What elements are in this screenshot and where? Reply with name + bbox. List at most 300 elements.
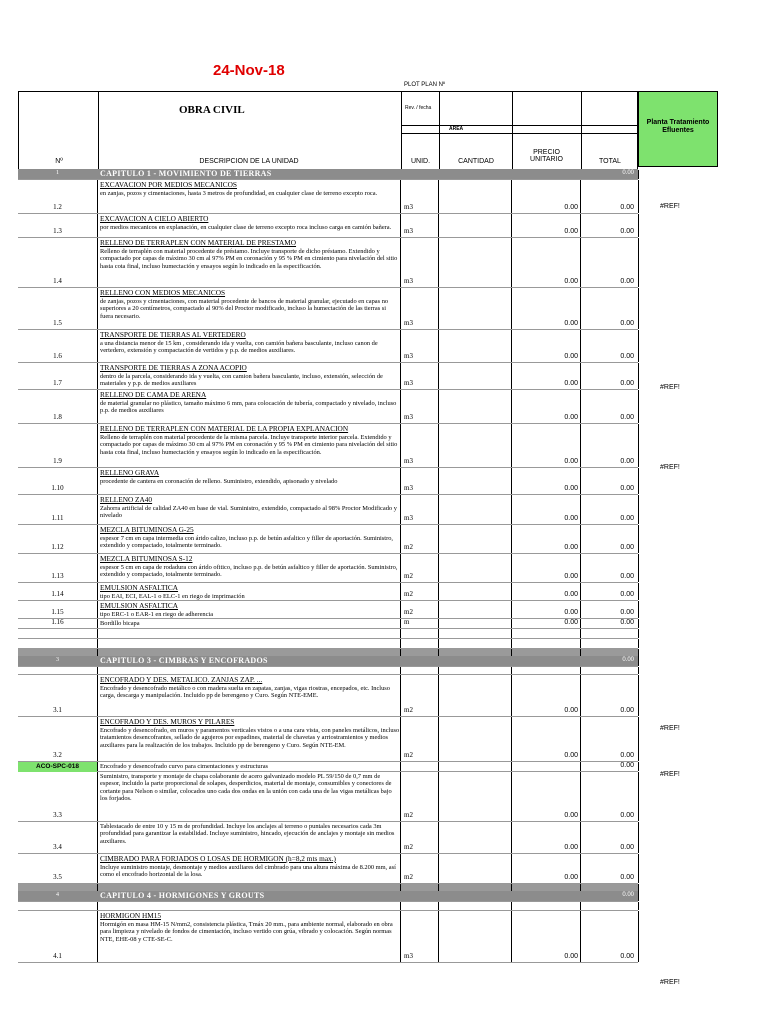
cell-divider xyxy=(97,822,98,853)
cell-divider xyxy=(438,424,439,467)
table-row xyxy=(18,601,638,619)
item-total: 0.00 xyxy=(620,380,634,387)
cell-divider xyxy=(400,762,401,771)
cell-divider xyxy=(400,238,401,287)
item-number: 1.16 xyxy=(51,618,64,626)
cell-divider xyxy=(438,822,439,853)
cell-divider xyxy=(400,902,401,910)
cell-divider xyxy=(400,180,401,213)
cell-divider xyxy=(400,330,401,362)
cell-divider xyxy=(511,639,512,648)
item-price: 0.00 xyxy=(564,278,578,285)
ref-error: #REF! xyxy=(660,384,680,391)
cell-divider xyxy=(438,363,439,389)
item-heading: HORMIGON HM15 xyxy=(100,911,162,920)
plant-label: Planta Tratamiento Efluentes xyxy=(646,119,710,134)
cell-divider xyxy=(438,772,439,821)
item-number: 1.3 xyxy=(53,227,62,235)
cell-divider xyxy=(438,717,439,761)
cell-divider xyxy=(638,170,639,179)
item-text: Suministro, transporte y montaje de chapa colaborante de acero galvanizado modelo PL 59/150 de 0,7 mm de espesor, incluido la parte proporcional de solapes, desperdicios, material de montaje, consumibles y conectores de cortante para Nelson o similar, colocados uno cada dos ondas en la unión con cada una de las vigas metálicas bajo los forjados. xyxy=(100,773,392,803)
cell-divider xyxy=(580,424,581,467)
cell-divider xyxy=(638,554,639,582)
item-total: 0.00 xyxy=(620,762,634,769)
plot-plan-label: PLOT PLAN Nº xyxy=(404,82,446,88)
item-price: 0.00 xyxy=(564,707,578,714)
cell-divider xyxy=(580,390,581,423)
cell-divider xyxy=(400,424,401,467)
chapter-number: 1 xyxy=(56,170,59,176)
item-text: Encofrado y desencofrado curvo para cimentaciones y estructuras xyxy=(100,763,269,770)
item-description xyxy=(100,469,400,485)
item-heading: MEZCLA BITUMINOSA G-25 xyxy=(100,525,194,534)
cell-divider xyxy=(97,238,98,287)
item-total: 0.00 xyxy=(620,573,634,580)
table-row xyxy=(18,525,638,554)
item-heading: TRANSPORTE DE TIERRAS AL VERTEDERO xyxy=(100,330,246,339)
cell-divider xyxy=(400,363,401,389)
table-row xyxy=(18,772,638,822)
cell-divider xyxy=(438,495,439,524)
item-number: 3.4 xyxy=(53,843,62,851)
item-unit: m3 xyxy=(404,227,413,235)
item-price: 0.00 xyxy=(564,573,578,580)
item-total: 0.00 xyxy=(620,619,634,626)
table-row xyxy=(18,468,638,495)
table-row xyxy=(18,854,638,884)
col-precio-header: PRECIO UNITARIO xyxy=(530,149,563,163)
cell-divider xyxy=(438,238,439,287)
cell-divider xyxy=(400,495,401,524)
cell-divider xyxy=(638,619,639,628)
item-heading: ENCOFRADO Y DES. METALICO. ZANJAS ZAP. ... xyxy=(100,675,263,684)
chapter-number: 4 xyxy=(56,892,59,898)
item-total: 0.00 xyxy=(620,515,634,522)
item-price: 0.00 xyxy=(564,228,578,235)
chapter-title: CAPITULO 1 - MOVIMIENTO DE TIERRAS xyxy=(100,169,272,178)
cell-divider xyxy=(400,717,401,761)
item-total: 0.00 xyxy=(620,458,634,465)
item-text: Relleno de terraplén con material procedente de préstamo. Incluye transporte de dicho préstamo. Extendido y compactado por capas de máximo 30 cm al 97% PM en coronación y 95 % PM en cimiento para nivelación del sitio hasta cota final, incluso humectación y ensayos según lo indicado en la especificación. xyxy=(100,247,398,270)
cell-divider xyxy=(400,911,401,962)
item-heading: TRANSPORTE DE TIERRAS A ZONA ACOPIO xyxy=(100,363,247,372)
item-unit: m3 xyxy=(404,379,413,387)
col-unid-header: UNID. xyxy=(410,158,431,165)
cell-divider xyxy=(638,772,639,821)
item-price: 0.00 xyxy=(564,320,578,327)
item-description xyxy=(100,823,400,845)
item-total: 0.00 xyxy=(620,752,634,759)
item-description xyxy=(100,620,400,627)
item-total: 0.00 xyxy=(620,320,634,327)
cell-divider xyxy=(438,288,439,329)
item-number: 4.1 xyxy=(53,952,62,960)
chapter-total: 0.00 xyxy=(622,657,634,663)
cell-divider xyxy=(438,675,439,716)
cell-divider xyxy=(97,495,98,524)
item-text: procedente de cantera en coronación de relleno. Suministro, extendido, apisonado y nivelado xyxy=(100,477,338,485)
cell-divider xyxy=(97,762,98,771)
item-description xyxy=(100,912,400,943)
ref-error: #REF! xyxy=(660,464,680,471)
table-row xyxy=(18,288,638,330)
chapter-title: CAPITULO 3 - CIMBRAS Y ENCOFRADOS xyxy=(100,656,268,665)
chapter-row xyxy=(18,170,638,180)
item-number: 1.11 xyxy=(51,514,64,522)
table-row xyxy=(18,822,638,854)
table-row xyxy=(18,424,638,468)
item-price: 0.00 xyxy=(564,204,578,211)
item-heading: RELLENO GRAVA xyxy=(100,468,160,477)
item-text: dentro de la parcela, considerando ida y vuelta, con camion bañera basculante, incluso, extensión, selección de materiales y p.p. de medios auxiliares xyxy=(100,372,383,388)
item-unit: m3 xyxy=(404,952,413,960)
cell-divider xyxy=(638,390,639,423)
item-heading: EXCAVACION POR MEDIOS MECANICOS xyxy=(100,180,237,189)
item-description xyxy=(100,718,400,749)
cell-divider xyxy=(97,772,98,821)
item-number: 3.2 xyxy=(53,751,62,759)
item-number: 1.6 xyxy=(53,352,62,360)
table-row xyxy=(18,495,638,525)
table-row xyxy=(18,583,638,601)
cell-divider xyxy=(438,180,439,213)
item-heading: CIMBRADO PARA FORJADOS O LOSAS DE HORMIGON (h=8,2 mts max.) xyxy=(100,854,336,863)
table-row xyxy=(18,675,638,717)
cell-divider xyxy=(580,854,581,883)
item-total: 0.00 xyxy=(620,353,634,360)
ref-error: #REF! xyxy=(660,203,680,210)
col-desc-header: DESCRIPCION DE LA UNIDAD xyxy=(199,158,299,165)
cell-divider xyxy=(580,717,581,761)
item-description xyxy=(100,496,400,520)
cell-divider xyxy=(438,911,439,962)
cell-divider xyxy=(580,468,581,494)
item-text: de material granular no plástico, tamaño máximo 6 mm, para colocación de tubería, compactado y nivelado, incluso p.p. de medios auxiliares xyxy=(100,399,397,415)
item-description xyxy=(100,331,400,355)
cell-divider xyxy=(638,639,639,648)
area-label: AREA xyxy=(449,126,464,132)
cell-divider xyxy=(580,554,581,582)
table-row xyxy=(18,330,638,363)
item-price: 0.00 xyxy=(564,485,578,492)
item-heading: EXCAVACION A CIELO ABIERTO xyxy=(100,214,209,223)
item-description xyxy=(100,425,400,456)
item-total: 0.00 xyxy=(620,485,634,492)
cell-divider xyxy=(400,629,401,638)
item-number: 1.8 xyxy=(53,413,62,421)
cell-divider xyxy=(511,629,512,638)
item-price: 0.00 xyxy=(564,353,578,360)
item-text: Relleno de terraplén con material procedente de la misma parcela. Incluye transporte interior parcela. Extendido y compactado por capas de máximo 30 cm al 97% PM en coronación y 95 % PM en cimiento para nivelación del sitio hasta cota final, incluso humectación y ensayos según lo indicado en la especificación. xyxy=(100,433,398,456)
cell-divider xyxy=(638,424,639,467)
item-text: Encofrado y desencofrado metálico o con madera suelta en zapatas, zanjas, vigas riostras, encepados, etc. Incluso carga, descarga y manipulación. Incluido pp de berengeno y Curo. Según NTE-EME. xyxy=(100,684,390,700)
divider xyxy=(401,133,639,134)
cell-divider xyxy=(638,601,639,618)
cell-divider xyxy=(580,675,581,716)
cell-divider xyxy=(438,468,439,494)
cell-divider xyxy=(638,288,639,329)
cell-divider xyxy=(638,629,639,638)
item-text: Tablestacado de entre 10 y 15 m de profundidad. Incluye los anclajes al terreno o puntales necesarios cada 3m profundidad para garantizar la estabilidad. Incluye suministro, hincado, ejecución de anclajes y montaje sin medios auxiliares. xyxy=(100,823,395,845)
item-unit: m xyxy=(404,618,410,626)
item-heading: RELLENO DE TERRAPLEN CON MATERIAL DE PRESTAMO xyxy=(100,238,297,247)
cell-divider xyxy=(580,288,581,329)
item-heading: RELLENO CON MEDIOS MECANICOS xyxy=(100,288,226,297)
cell-divider xyxy=(400,601,401,618)
item-total: 0.00 xyxy=(620,544,634,551)
item-description xyxy=(100,676,400,700)
item-description xyxy=(100,526,400,550)
cell-divider xyxy=(438,854,439,883)
chapter-row xyxy=(18,649,638,667)
ref-error: #REF! xyxy=(660,725,680,732)
cell-divider xyxy=(438,214,439,237)
cell-divider xyxy=(400,619,401,628)
item-price: 0.00 xyxy=(564,953,578,960)
cell-divider xyxy=(638,180,639,213)
chapter-number: 3 xyxy=(56,657,59,663)
item-price: 0.00 xyxy=(564,458,578,465)
item-text: Encofrado y desencofrado, en muros y paramentos verticales vistos o a una cara vista, con paneles metálicos, incluso tratamientos desencofrantes, sellado de agujeros por espadines, material de chavetas y arriostramientos y medios auxiliares para la realización de los trabajos. Incluido pp de berengeno y Curo. Según NTE-EM. xyxy=(100,726,400,749)
blank-row xyxy=(18,667,638,675)
item-price: 0.00 xyxy=(564,544,578,551)
item-text: tipo EAI, ECI, EAL-1 o ELC-1 en riego de imprimación xyxy=(100,592,245,600)
cell-divider xyxy=(638,468,639,494)
item-price: 0.00 xyxy=(564,515,578,522)
item-unit: m2 xyxy=(404,811,413,819)
cell-divider xyxy=(400,854,401,883)
cell-divider xyxy=(638,363,639,389)
cell-divider xyxy=(97,675,98,716)
cell-divider xyxy=(638,854,639,883)
cell-divider xyxy=(438,902,439,910)
cell-divider xyxy=(400,525,401,553)
ref-error: #REF! xyxy=(660,771,680,778)
cell-divider xyxy=(638,675,639,716)
item-heading: EMULSION ASFALTICA xyxy=(100,601,179,610)
item-description xyxy=(100,855,400,879)
cell-divider xyxy=(400,583,401,600)
item-unit: m2 xyxy=(404,590,413,598)
item-unit: m3 xyxy=(404,457,413,465)
col-cant-header: CANTIDAD xyxy=(458,158,494,165)
table-row xyxy=(18,363,638,390)
cell-divider xyxy=(97,363,98,389)
item-number: 1.5 xyxy=(53,319,62,327)
item-price: 0.00 xyxy=(564,414,578,421)
budget-table xyxy=(18,170,638,963)
item-description xyxy=(100,763,400,770)
item-text: espesor 5 cm en capa de rodadura con árido ofitico, incluso p.p. de betún asfaltico y filler de aportación. Suministro, extendido y compactado, totalmente terminado. xyxy=(100,563,398,579)
cell-divider xyxy=(580,495,581,524)
item-number: 1.10 xyxy=(51,484,64,492)
item-description xyxy=(100,364,400,388)
table-row xyxy=(18,717,638,762)
blank-row xyxy=(18,629,638,639)
table-row xyxy=(18,911,638,963)
item-unit: m3 xyxy=(404,514,413,522)
cell-divider xyxy=(580,762,581,771)
cell-divider xyxy=(580,583,581,600)
item-description xyxy=(100,602,400,618)
table-row xyxy=(18,762,638,772)
item-text: a una distancia menor de 15 km , considerando ida y vuelta, con camión bañera basculante, incluso canon de vertedero, extensión y compactación de vertidos y p.p. de medios auxiliares. xyxy=(100,339,378,355)
item-description xyxy=(100,584,400,600)
item-description xyxy=(100,391,400,415)
cell-divider xyxy=(400,675,401,716)
cell-divider xyxy=(97,390,98,423)
item-total: 0.00 xyxy=(620,844,634,851)
cell-divider xyxy=(638,884,639,901)
cell-divider xyxy=(438,601,439,618)
cell-divider xyxy=(97,717,98,761)
item-description xyxy=(100,239,400,270)
cell-divider xyxy=(580,911,581,962)
plant-header xyxy=(638,91,718,167)
item-text: espesor 7 cm en capa intermedia con árido calizo, incluso p.p. de betún asfaltico y filler de aportación. Suministro, extendido y compactado, totalmente terminado. xyxy=(100,534,393,550)
item-number: 1.9 xyxy=(53,457,62,465)
item-number: 3.5 xyxy=(53,873,62,881)
cell-divider xyxy=(638,822,639,853)
item-price: 0.00 xyxy=(564,619,578,626)
item-text: Bordillo bicapa xyxy=(100,620,140,627)
cell-divider xyxy=(97,902,98,910)
item-text: Zahorra artificial de calidad ZA40 en base de vial. Suministro, extendido, compactado al 98% Proctor Modificado y nivelado xyxy=(100,504,397,520)
item-description xyxy=(100,555,400,579)
divider xyxy=(401,125,639,126)
cell-divider xyxy=(438,330,439,362)
cell-divider xyxy=(97,619,98,628)
cell-divider xyxy=(97,288,98,329)
cell-divider xyxy=(438,619,439,628)
cell-divider xyxy=(400,468,401,494)
item-unit: m2 xyxy=(404,608,413,616)
item-unit: m3 xyxy=(404,352,413,360)
col-total-header: TOTAL xyxy=(599,158,621,165)
cell-divider xyxy=(400,214,401,237)
cell-divider xyxy=(580,629,581,638)
item-heading: RELLENO DE TERRAPLEN CON MATERIAL DE LA PROPIA EXPLANACION xyxy=(100,424,349,433)
item-total: 0.00 xyxy=(620,812,634,819)
column-divider xyxy=(512,92,513,172)
blank-row xyxy=(18,902,638,911)
item-unit: m2 xyxy=(404,751,413,759)
cell-divider xyxy=(580,330,581,362)
cell-divider xyxy=(580,238,581,287)
ref-error: #REF! xyxy=(660,979,680,986)
item-price: 0.00 xyxy=(564,874,578,881)
item-heading: ENCOFRADO Y DES. MUROS Y PILARES xyxy=(100,717,235,726)
cell-divider xyxy=(97,911,98,962)
cell-divider xyxy=(97,468,98,494)
cell-divider xyxy=(580,214,581,237)
cell-divider xyxy=(511,667,512,674)
item-total: 0.00 xyxy=(620,278,634,285)
item-text: tipo ERC-1 o EAR-1 en riego de adherencia xyxy=(100,610,214,618)
cell-divider xyxy=(97,667,98,674)
item-unit: m2 xyxy=(404,706,413,714)
item-price: 0.00 xyxy=(564,752,578,759)
table-row xyxy=(18,180,638,214)
cell-divider xyxy=(638,330,639,362)
chapter-row xyxy=(18,884,638,902)
item-text: por medios mecanicos en explanación, en cualquier clase de terreno excepto roca incluso carga en camión bañera. xyxy=(100,223,392,231)
item-price: 0.00 xyxy=(564,844,578,851)
cell-divider xyxy=(400,390,401,423)
cell-divider xyxy=(580,667,581,674)
cell-divider xyxy=(638,667,639,674)
item-unit: m3 xyxy=(404,319,413,327)
table-row xyxy=(18,619,638,629)
item-number: 1.2 xyxy=(53,203,62,211)
cell-divider xyxy=(638,238,639,287)
item-price: 0.00 xyxy=(564,591,578,598)
item-number: 1.7 xyxy=(53,379,62,387)
cell-divider xyxy=(638,902,639,910)
cell-divider xyxy=(97,639,98,648)
item-total: 0.00 xyxy=(620,609,634,616)
item-unit: m3 xyxy=(404,484,413,492)
chapter-total: 0.00 xyxy=(622,892,634,898)
item-description xyxy=(100,215,400,231)
cell-divider xyxy=(638,717,639,761)
item-heading: RELLENO DE CAMA DE ARENA xyxy=(100,390,207,399)
chapter-title: CAPITULO 4 - HORMIGONES Y GROUTS xyxy=(100,891,265,900)
item-number: 1.13 xyxy=(51,572,64,580)
item-unit: m2 xyxy=(404,572,413,580)
item-total: 0.00 xyxy=(620,874,634,881)
item-total: 0.00 xyxy=(620,591,634,598)
table-row xyxy=(18,238,638,288)
cell-divider xyxy=(97,525,98,553)
cell-divider xyxy=(97,180,98,213)
item-number: 1.14 xyxy=(51,590,64,598)
page-title: OBRA CIVIL xyxy=(179,104,245,116)
rev-label: Rev. / fecha xyxy=(405,105,432,111)
cell-divider xyxy=(580,180,581,213)
cell-divider xyxy=(438,762,439,771)
cell-divider xyxy=(438,667,439,674)
cell-divider xyxy=(97,583,98,600)
item-number: 1.12 xyxy=(51,543,64,551)
cell-divider xyxy=(97,330,98,362)
item-description xyxy=(100,289,400,320)
item-description xyxy=(100,181,400,197)
item-heading: MEZCLA BITUMINOSA S-12 xyxy=(100,554,193,563)
cell-divider xyxy=(97,214,98,237)
cell-divider xyxy=(580,822,581,853)
item-description xyxy=(100,773,400,803)
blank-row xyxy=(18,639,638,649)
cell-divider xyxy=(580,639,581,648)
item-number: 1.4 xyxy=(53,277,62,285)
item-price: 0.00 xyxy=(564,609,578,616)
cell-divider xyxy=(580,601,581,618)
cell-divider xyxy=(97,854,98,883)
cell-divider xyxy=(638,649,639,666)
item-text: Incluye suministro montaje, desmontaje y medios auxiliares del cimbrado para una altura máxima de 8.200 mm, así como el encofrado horizontal de la losa. xyxy=(100,863,396,879)
cell-divider xyxy=(511,762,512,771)
col-num-header: Nº xyxy=(55,158,63,165)
cell-divider xyxy=(580,619,581,628)
item-total: 0.00 xyxy=(620,953,634,960)
cell-divider xyxy=(638,911,639,962)
cell-divider xyxy=(97,601,98,618)
table-header xyxy=(18,91,638,171)
cell-divider xyxy=(400,554,401,582)
item-unit: m2 xyxy=(404,543,413,551)
cell-divider xyxy=(97,554,98,582)
